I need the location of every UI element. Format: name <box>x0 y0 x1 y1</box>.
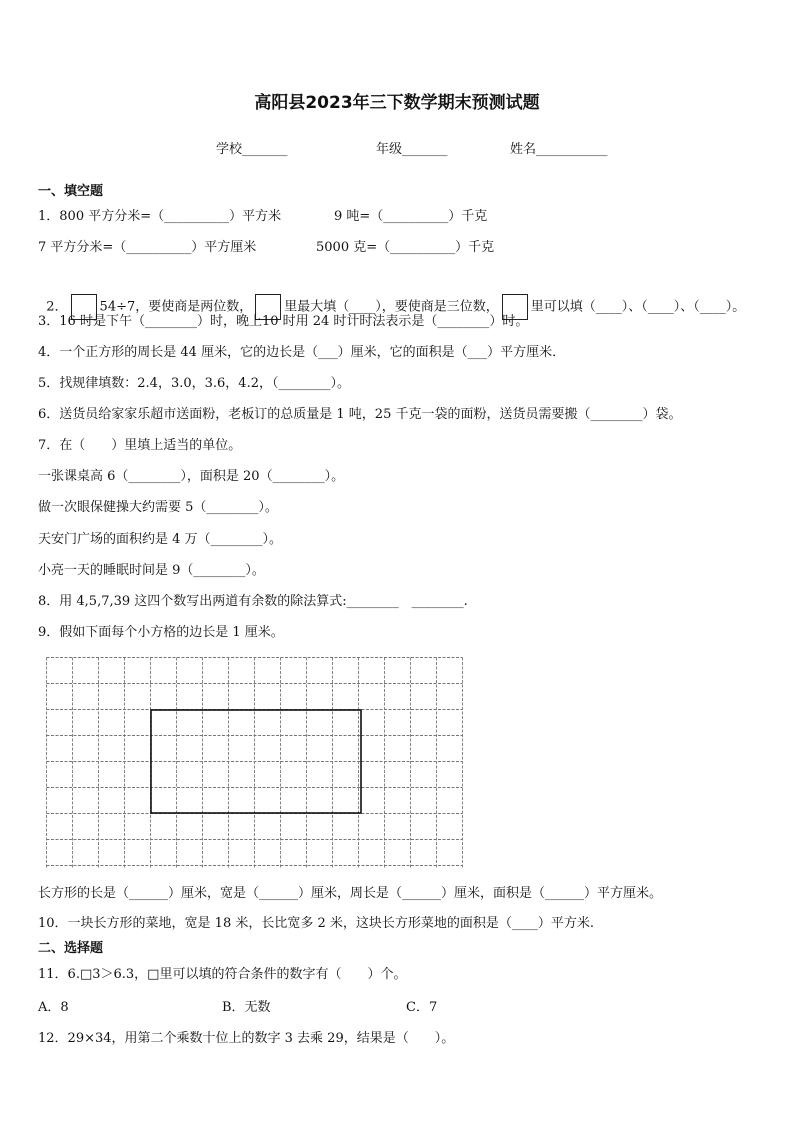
name-field[interactable]: 姓名___________ <box>510 142 608 157</box>
question-1d: 5000 克=（__________）千克 <box>316 240 495 255</box>
question-7: 7．在（ ）里填上适当的单位。 <box>38 438 242 453</box>
grid-svg <box>46 657 470 869</box>
question-3: 3．16 时是下午（________）时，晚上10 时用 24 时计时法表示是（________）时。 <box>38 314 529 329</box>
option-c[interactable]: C．7 <box>406 1000 438 1015</box>
question-9: 9．假如下面每个小方格的边长是 1 厘米。 <box>38 625 284 640</box>
question-4: 4．一个正方形的周长是 44 厘米，它的边长是（___）厘米，它的面积是（___）平方厘米． <box>38 345 566 360</box>
square-grid-figure <box>46 657 470 873</box>
section-heading-multiple-choice: 二、选择题 <box>38 941 104 956</box>
question-2-part-c: 里可以填（____）、（____）、（____）。 <box>530 299 746 315</box>
question-12: 12．29×34，用第二个乘数十位上的数字 3 去乘 29，结果是（ ）。 <box>38 1031 455 1046</box>
section-heading-fill-blank: 一、填空题 <box>38 184 104 199</box>
question-2-part-b: 里最大填（____），要使商是三位数， <box>284 299 499 315</box>
question-7d: 小亮一天的睡眠时间是 9（________）。 <box>38 563 265 578</box>
page-title: 高阳县2023年三下数学期末预测试题 <box>254 93 540 113</box>
question-11: 11．6.□3＞6.3，□里可以填的符合条件的数字有（ ）个。 <box>38 967 407 982</box>
question-6: 6．送货员给家家乐超市送面粉，老板订的总质量是 1 吨，25 千克一袋的面粉，送货员需要搬（________）袋。 <box>38 407 682 422</box>
school-field[interactable]: 学校_______ <box>216 142 288 157</box>
option-b[interactable]: B．无数 <box>222 1000 271 1015</box>
question-10: 10．一块长方形的菜地，宽是 18 米，长比宽多 2 米，这块长方形菜地的面积是（____）平方米. <box>38 916 595 931</box>
option-a[interactable]: A．8 <box>38 1000 69 1015</box>
question-9-answer: 长方形的长是（______）厘米，宽是（______）厘米，周长是（______）厘米，面积是（______）平方厘米。 <box>38 886 663 901</box>
grade-field[interactable]: 年级_______ <box>376 142 448 157</box>
question-1b: 9 吨=（__________）千克 <box>334 209 488 224</box>
question-1c: 7 平方分米=（__________）平方厘米 <box>38 240 257 255</box>
question-2-number: 2． <box>46 299 68 315</box>
question-1a: 1．800 平方分米=（__________）平方米 <box>38 209 282 224</box>
question-5: 5．找规律填数：2.4，3.0，3.6，4.2，（________）。 <box>38 376 350 391</box>
question-7a: 一张课桌高 6（________），面积是 20（________）。 <box>38 469 345 484</box>
question-8: 8．用 4,5,7,39 这四个数写出两道有余数的除法算式:________ ________. <box>38 594 468 609</box>
question-7c: 天安门广场的面积约是 4 万（________）。 <box>38 532 283 547</box>
question-2-part-a: 54÷7，要使商是两位数， <box>99 299 253 315</box>
question-7b: 做一次眼保健操大约需要 5（________）。 <box>38 500 278 515</box>
